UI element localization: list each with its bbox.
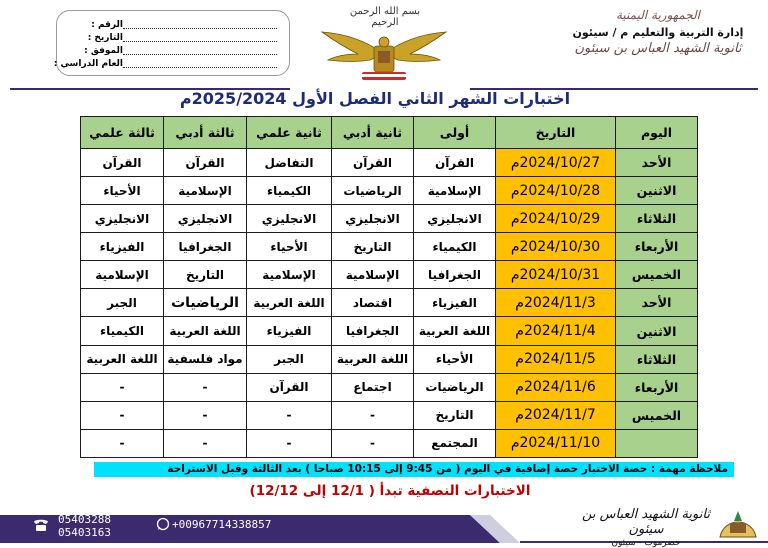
second-literary-cell: القرآن xyxy=(332,149,414,177)
table-row xyxy=(81,177,698,205)
table-row xyxy=(81,345,698,373)
third-literary-cell: - xyxy=(164,401,247,429)
second-literary-cell: التاريخ xyxy=(332,233,414,261)
third-literary-cell: - xyxy=(164,373,247,401)
third-literary-cell: اللغة العربية xyxy=(164,317,247,345)
first-cell: الفيزياء xyxy=(414,289,496,317)
day-cell: الخميس xyxy=(616,401,698,429)
table-body xyxy=(81,149,698,458)
date-cell: 2024/11/3م xyxy=(496,289,616,317)
table-row xyxy=(81,149,698,177)
ministry-header xyxy=(560,8,756,56)
whatsapp-number: +00967714338857 xyxy=(172,518,272,531)
second-scientific-cell: الإسلامية xyxy=(247,261,332,289)
document-info-box xyxy=(53,10,290,76)
number-field xyxy=(65,19,281,31)
date-label: التاريخ : xyxy=(87,33,123,43)
important-note: ملاحظة مهمة : حصة الاختبار حصة إضافية في اليوم ( من 9:45 إلى 10:15 صباحا ) بعد الثالثة وقبل الاستراحة xyxy=(94,462,734,477)
third-literary-cell: القرآن xyxy=(164,149,247,177)
semester-exams-notice: الاختبارات النصفية تبدأ ( 12/1 إلى 12/12) xyxy=(249,483,531,499)
phone-icon xyxy=(32,517,50,533)
phone-number-1: 05403288 xyxy=(58,513,111,526)
second-literary-cell: - xyxy=(332,401,414,429)
third-scientific-cell: الفيزياء xyxy=(81,233,164,261)
first-cell: الكيمياء xyxy=(414,233,496,261)
first-cell: القرآن xyxy=(414,149,496,177)
second-scientific-cell: - xyxy=(247,401,332,429)
footer-school-signature xyxy=(576,507,716,548)
corresponding-label: الموفق : xyxy=(84,46,123,56)
table-row xyxy=(81,373,698,401)
second-scientific-cell: الكيمياء xyxy=(247,177,332,205)
first-cell: الجغرافيا xyxy=(414,261,496,289)
number-label: الرقم : xyxy=(91,20,123,30)
third-scientific-cell: - xyxy=(81,373,164,401)
day-cell: الاثنين xyxy=(616,317,698,345)
date-cell: 2024/10/30م xyxy=(496,233,616,261)
third-literary-cell: الجغرافيا xyxy=(164,233,247,261)
third-scientific-cell: الكيمياء xyxy=(81,317,164,345)
second-scientific-cell: القرآن xyxy=(247,373,332,401)
day-cell: الأحد xyxy=(616,149,698,177)
second-literary-cell: اقتصاد xyxy=(332,289,414,317)
second-literary-cell: الإسلامية xyxy=(332,261,414,289)
table-row xyxy=(81,429,698,457)
corresponding-field xyxy=(65,45,281,57)
date-cell: 2024/10/28م xyxy=(496,177,616,205)
col-day: اليوم xyxy=(616,117,698,149)
third-scientific-cell: الجبر xyxy=(81,289,164,317)
third-scientific-cell: - xyxy=(81,429,164,457)
table-row xyxy=(81,261,698,289)
date-cell: 2024/11/10م xyxy=(496,429,616,457)
second-literary-cell: اجتماع xyxy=(332,373,414,401)
third-literary-cell: مواد فلسفية xyxy=(164,345,247,373)
col-third-literary: ثالثة أدبي xyxy=(164,117,247,149)
col-first: أولى xyxy=(414,117,496,149)
second-scientific-cell: التفاضل xyxy=(247,149,332,177)
col-date: التاريخ xyxy=(496,117,616,149)
date-cell: 2024/11/5م xyxy=(496,345,616,373)
first-cell: التاريخ xyxy=(414,401,496,429)
col-third-scientific: ثالثة علمي xyxy=(81,117,164,149)
third-literary-cell: - xyxy=(164,429,247,457)
col-second-literary: ثانية أدبي xyxy=(332,117,414,149)
second-literary-cell: اللغة العربية xyxy=(332,345,414,373)
day-cell: الأربعاء xyxy=(616,373,698,401)
day-cell: الخميس xyxy=(616,261,698,289)
table-row xyxy=(81,205,698,233)
third-literary-cell: التاريخ xyxy=(164,261,247,289)
day-cell: الأحد xyxy=(616,289,698,317)
third-scientific-cell: - xyxy=(81,401,164,429)
date-cell: 2024/10/29م xyxy=(496,205,616,233)
third-literary-cell: الانجليزي xyxy=(164,205,247,233)
first-cell: المجتمع xyxy=(414,429,496,457)
yemen-eagle-emblem-icon xyxy=(318,24,450,84)
third-scientific-cell: الإسلامية xyxy=(81,261,164,289)
second-scientific-cell: - xyxy=(247,429,332,457)
basmala: بسم الله الرحمن الرحيم xyxy=(349,6,421,28)
school-name: ثانوية الشهيد العباس بن سيئون xyxy=(574,41,742,56)
phone-numbers xyxy=(58,513,111,539)
exam-schedule-table xyxy=(80,116,698,458)
academic-year-label: العام الدراسي : xyxy=(53,59,123,69)
third-scientific-cell: اللغة العربية xyxy=(81,345,164,373)
title-year: 2025/2024م xyxy=(179,89,287,108)
table-row xyxy=(81,401,698,429)
col-second-scientific: ثانية علمي xyxy=(247,117,332,149)
phone-number-2: 05403163 xyxy=(58,526,111,539)
second-scientific-cell: الانجليزي xyxy=(247,205,332,233)
first-cell: الانجليزي xyxy=(414,205,496,233)
day-cell: الثلاثاء xyxy=(616,345,698,373)
date-cell: 2024/11/7م xyxy=(496,401,616,429)
third-scientific-cell: القرآن xyxy=(81,149,164,177)
title-text: اختبارات الشهر الثاني الفصل الأول xyxy=(292,89,571,108)
day-cell xyxy=(616,429,698,457)
date-cell: 2024/10/31م xyxy=(496,261,616,289)
third-literary-cell: الرياضيات xyxy=(164,289,247,317)
day-cell: الأربعاء xyxy=(616,233,698,261)
third-scientific-cell: الانجليزي xyxy=(81,205,164,233)
footer-school-name: ثانوية الشهيد العباس بن سيئون xyxy=(582,507,710,537)
third-scientific-cell: الأحياء xyxy=(81,177,164,205)
table-row xyxy=(81,233,698,261)
letterhead xyxy=(0,0,768,92)
day-cell: الثلاثاء xyxy=(616,205,698,233)
table-header-row xyxy=(81,117,698,149)
date-cell: 2024/11/6م xyxy=(496,373,616,401)
day-cell: الاثنين xyxy=(616,177,698,205)
second-scientific-cell: اللغة العربية xyxy=(247,289,332,317)
table-row xyxy=(81,317,698,345)
table-row xyxy=(81,289,698,317)
academic-year-field xyxy=(53,58,281,70)
page-title xyxy=(150,89,600,108)
second-literary-cell: - xyxy=(332,429,414,457)
first-cell: الأحياء xyxy=(414,345,496,373)
third-literary-cell: الإسلامية xyxy=(164,177,247,205)
second-scientific-cell: الأحياء xyxy=(247,233,332,261)
second-literary-cell: الجغرافيا xyxy=(332,317,414,345)
second-scientific-cell: الجبر xyxy=(247,345,332,373)
second-literary-cell: الرياضيات xyxy=(332,177,414,205)
whatsapp-icon xyxy=(156,517,170,531)
second-scientific-cell: الفيزياء xyxy=(247,317,332,345)
first-cell: الرياضيات xyxy=(414,373,496,401)
second-literary-cell: الانجليزي xyxy=(332,205,414,233)
school-logo-icon xyxy=(716,507,760,541)
date-field xyxy=(65,32,281,44)
date-cell: 2024/11/4م xyxy=(496,317,616,345)
footer-school-location: حضرموت - سيئون xyxy=(611,538,681,548)
republic-name: الجمهورية اليمنية xyxy=(615,8,700,22)
first-cell: اللغة العربية xyxy=(414,317,496,345)
education-office: إدارة التربية والتعليم م / سيئون xyxy=(572,26,744,39)
date-cell: 2024/10/27م xyxy=(496,149,616,177)
first-cell: الإسلامية xyxy=(414,177,496,205)
